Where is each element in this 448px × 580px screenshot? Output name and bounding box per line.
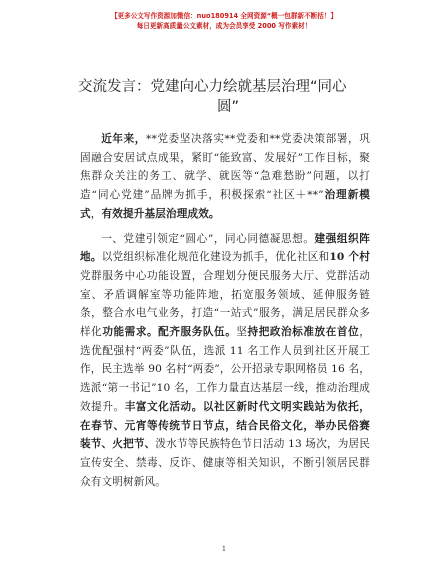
paragraph-1-lead: 近年来， [101, 133, 146, 145]
promo-banner-line1: 【更多公文写作资源加微信：nuo180914 全网资源“概一包群新不断括！】 [110, 12, 338, 20]
document-title-line2: 圆” [216, 99, 239, 115]
document-title-line1: 交流发言：党建向心力绘就基层治理“同心 [78, 79, 347, 95]
paragraph-2-bold5: 丰富文化活动。以社区新时代文明实践站为依托，在春节、元宵等传统节日节点，结合民俗文化，举办民俗赛装节、火把节、 [80, 400, 370, 451]
document-title [78, 77, 378, 117]
paragraph-1 [80, 130, 370, 224]
document-body [80, 130, 370, 491]
promo-banner-line2: 每日更新高质量公文素材，成为会员享受 2000 写作素材！ [136, 22, 312, 30]
paragraph-1-bold-tail: 治理新模式 [80, 189, 370, 220]
paragraph-2-text1: 一、党建引领定“圆心”，同心同德凝思想。 [101, 232, 315, 245]
paragraph-2-bold2: 10 个村 [329, 251, 370, 264]
paragraph-2 [80, 230, 370, 492]
paragraph-1-bold-end: 有效提升基层治理成效。 [101, 207, 220, 220]
paragraph-2-bold1: 建强组织阵地。 [80, 232, 370, 264]
paragraph-1-text: **党委坚决落实**党委和**党委决策部署，巩固融合安居试点成果，紧盯“能致富、发展好”工作目标，聚焦群众关注的务工、就学、就医等“急难愁盼”问题，以打造“同心党建”品牌为抓手，积极探索“社区＋**” [80, 133, 370, 202]
paragraph-2-text3: 党群服务中心功能设置，合理划分便民服务大厅、党群活动室、矛盾调解室等功能阵地，拓宽服务领域、延伸服务链条，整合水电气业务，打造“一站式”服务，满足居民群众多样化 [80, 269, 370, 339]
paragraph-2-text6: 泼水节等民族特色节日活动 13 场次，为居民宣传安全、禁毒、反诈、健康等相关知识，不断引领居民群众有文明树新风。 [80, 438, 370, 488]
paragraph-2-text5: ，选优配强村“两委”队伍，选派 11 名工作人员到社区开展工作，民主选举 90 名村“两委”，公开招录专职网格员 16 名，选派“第一书记”10 名，工作力量直达基层一线，推动治理成效提升。 [80, 326, 370, 413]
paragraph-2-bold4: 持把政治标准放在首位 [247, 326, 360, 339]
paragraph-2-text4: 坚 [236, 326, 248, 339]
paragraph-2-bold3: 功能需求。配齐服务队伍。 [102, 326, 237, 339]
paragraph-2-text2: 以党组织标准化规范化建设为抓手，优化社区和 [101, 251, 330, 264]
promo-banner [0, 11, 448, 31]
paragraph-1-tail: ， [90, 207, 102, 220]
page-number: 1 [221, 545, 227, 553]
